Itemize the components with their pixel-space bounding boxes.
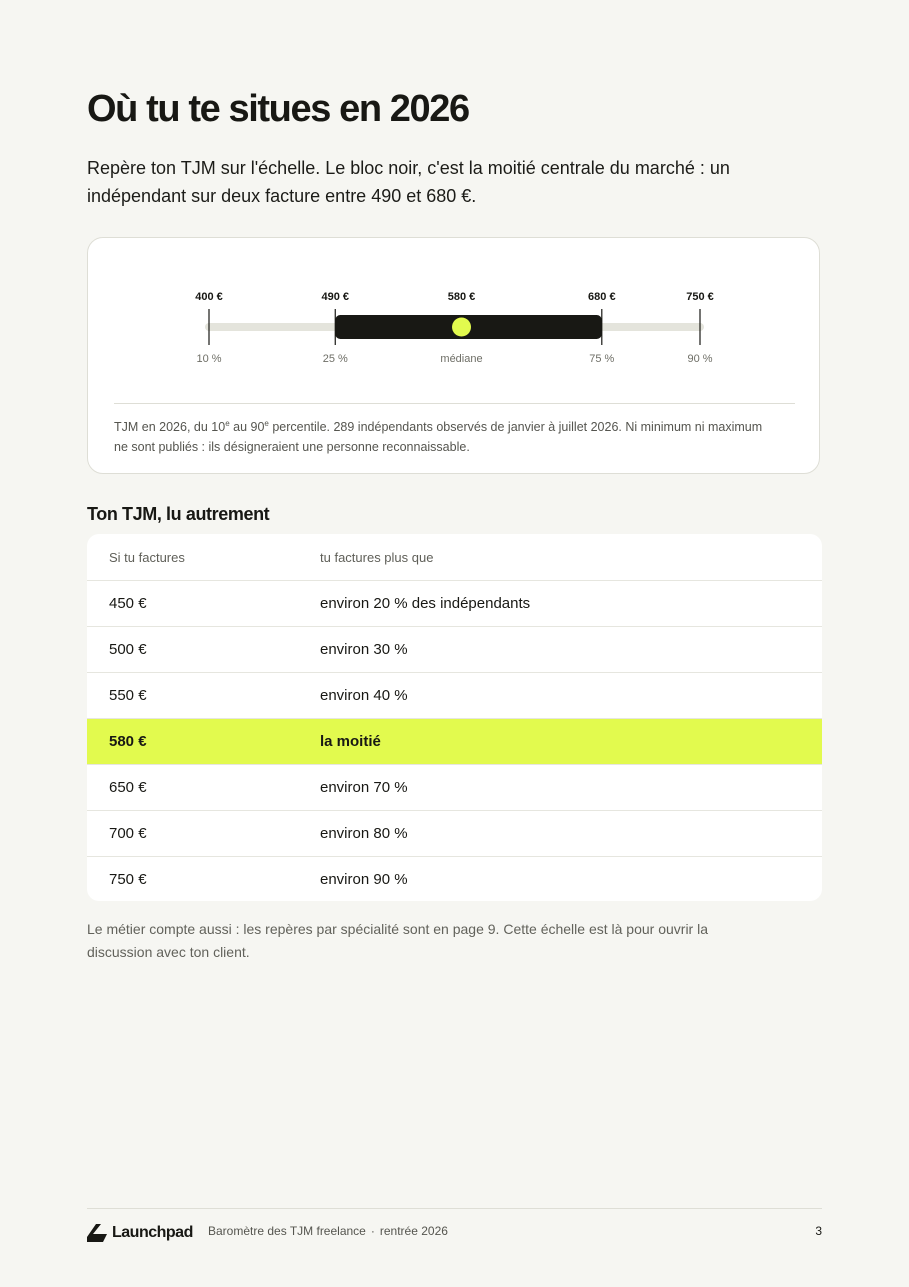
scale-note: TJM en 2026, du 10e au 90e percentile. 289 indépendants observés de janvier à juillet 2026. Ni minimum ni maximum ne sont publiés : ils désigneraient une personne reconnaissable. [114,418,763,454]
row-comparison: environ 80 % [320,811,822,857]
brand-name: Launchpad [112,1224,193,1241]
table-row [87,627,822,673]
percentile-scale-card [87,237,820,474]
tick-percentile-label: 10 % [196,353,222,365]
footer-divider [87,1208,822,1209]
table-row [87,765,822,811]
row-tjm: 750 € [109,871,147,888]
tick-value-label: 750 € [686,291,714,303]
footer-document-info [208,1224,448,1238]
median-dot [452,318,471,337]
footer-document-title: Baromètre des TJM freelance [208,1224,366,1238]
table-row [87,673,822,719]
footnote: Le métier compte aussi : les repères par spécialité sont en page 9. Cette échelle est là pour ouvrir la discussion avec ton client. [87,921,708,960]
page-title: Où tu te situes en 2026 [87,88,469,130]
row-comparison: environ 30 % [320,627,822,673]
row-tjm: 700 € [87,811,320,857]
row-comparison: la moitié [320,719,822,765]
tick-percentile-label: 90 % [687,353,713,365]
header-tjm: Si tu factures [87,534,320,581]
row-comparison: environ 40 % [320,673,822,719]
header-comparison: tu factures plus que [320,534,822,581]
intro-text: Repère ton TJM sur l'échelle. Le bloc noir, c'est la moitié centrale du marché : un indépendant sur deux facture entre 490 et 680 €. [87,158,730,206]
tjm-table-card [87,534,822,901]
row-tjm: 450 € [87,581,320,627]
table-title: Ton TJM, lu autrement [87,504,270,524]
launchpad-logo-icon [87,1224,107,1242]
row-tjm: 650 € [87,765,320,811]
tick-value-label: 680 € [588,291,616,303]
row-tjm: 580 € [87,719,320,765]
footer-edition: rentrée 2026 [379,1224,448,1238]
tick-percentile-label: médiane [440,353,483,365]
table-row-highlighted [87,719,822,765]
row-tjm: 550 € [87,673,320,719]
row-tjm: 500 € [87,627,320,673]
table-row [87,857,822,902]
tick-percentile-label: 25 % [322,353,348,365]
tick-percentile-label: 75 % [589,353,615,365]
row-comparison: environ 70 % [320,765,822,811]
row-comparison: environ 90 % [320,871,408,888]
footer-separator: · [370,1224,375,1238]
brand [87,1222,193,1244]
tick-value-label: 490 € [321,291,350,303]
page-number: 3 [815,1224,822,1238]
tick-value-label: 580 € [447,291,476,303]
table-row [87,581,822,627]
card-divider [114,403,795,404]
tick-value-label: 400 € [195,291,223,303]
table-header-row [87,534,822,581]
table-row [87,811,822,857]
tjm-table [87,534,822,901]
row-comparison: environ 20 % des indépendants [320,581,822,627]
percentile-scale [88,238,821,388]
